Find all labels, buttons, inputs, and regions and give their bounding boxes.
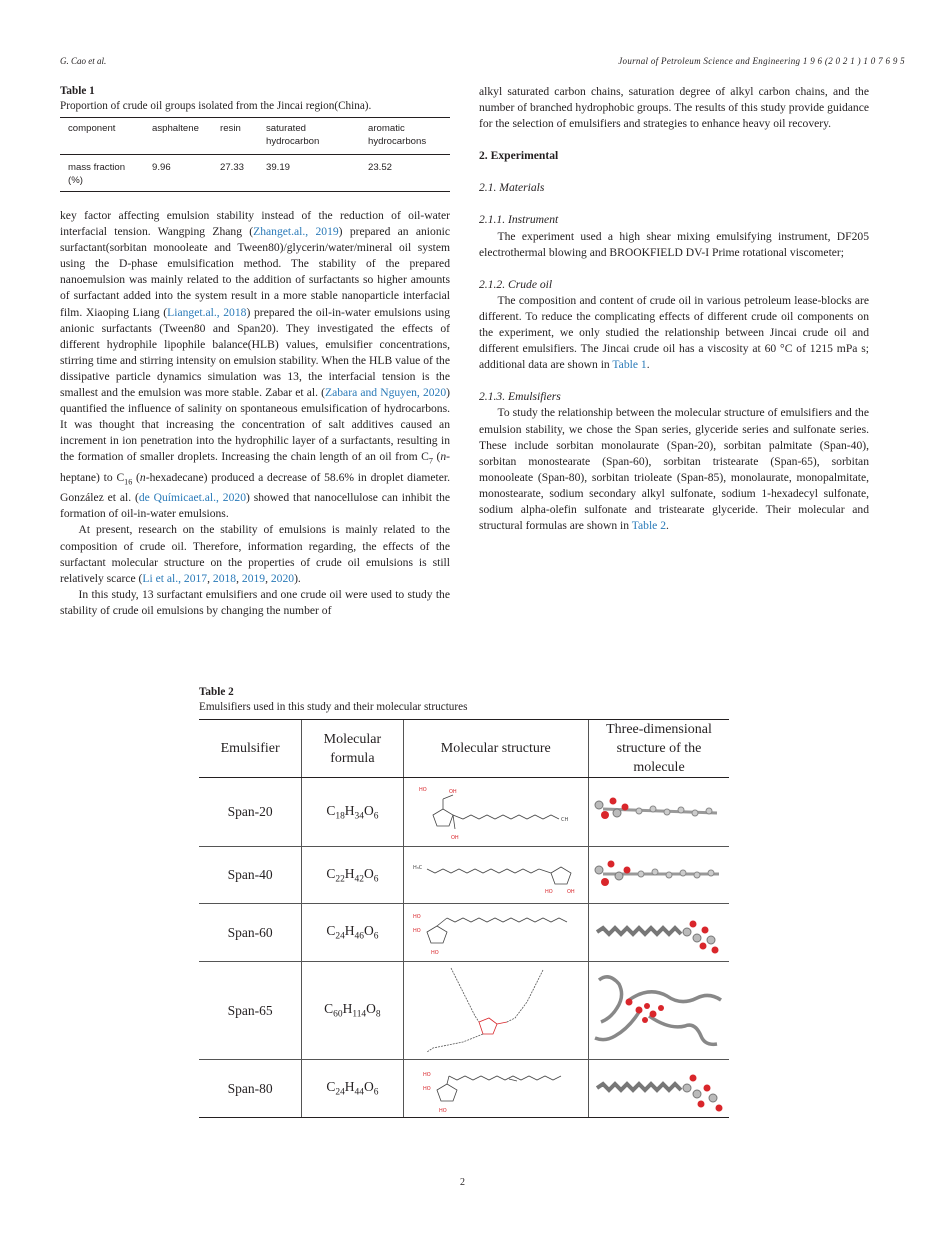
emulsifier-name: Span-65 — [199, 962, 302, 1060]
table-2-row — [199, 904, 729, 962]
paragraph — [60, 208, 450, 522]
text-run: ( — [432, 450, 441, 464]
3d-structure-cell — [589, 1060, 730, 1118]
molecular-formula — [302, 778, 403, 847]
molecular-structure-cell — [403, 847, 588, 904]
text-run: At present, research on the stability of emulsions is mainly related to the composition of crude oil. Therefore, information regarding, the effects of the surfactant molecular structure on the properties of crude oil emulsions is still relatively scarce ( — [60, 523, 450, 585]
text-run: To study the relationship between the molecular structure of emulsifiers and the emulsion stability, we chose the Span series, glyceride series and sulfonate series. These include sorbitan monolaurate (Span-20), sorbitan palmitate (Span-40), sorbitan monostearate (Span-60), sorbitan tristearate (Span-65), sorbitan monooleate (Span-80), sorbitan trioleate (Span-85), monolaurate, monopalmitate, monostearate, sodium secondary alkyl sulfonate, sodium 1-hexadecyl sulfonate, sodium alpha-olefin sulfonate and tristearate glyceride. Their molecular and structural formulas are shown in — [479, 406, 869, 533]
table-2-row — [199, 778, 729, 847]
3d-structure-cell — [589, 904, 730, 962]
span-20-structure-diagram — [411, 781, 581, 843]
formula-atom: H — [342, 1001, 353, 1017]
atom-label: HO — [422, 1085, 431, 1092]
table-1-header: asphaltene — [144, 118, 212, 155]
formula-count: 44 — [354, 1087, 364, 1098]
formula-atom: H — [344, 865, 355, 881]
atom-label: HO — [544, 889, 553, 895]
table-2-row — [199, 962, 729, 1060]
atom-label: OH — [450, 835, 459, 841]
span-40-3d-model — [589, 852, 729, 898]
right-column — [479, 84, 869, 534]
table-2-link[interactable]: Table 2 — [631, 519, 667, 533]
subsection-heading: 2.1. Materials — [479, 181, 545, 195]
paragraph: alkyl saturated carbon chains, saturation degree of alkyl carbon chains, and the number of branched hydrophobic groups. The results of this study provide guidance for the selection of emulsifiers and strategies to enhance heavy oil recovery. — [479, 85, 869, 131]
atom-label: CH — [560, 817, 569, 823]
formula-count: 6 — [373, 1087, 379, 1098]
table-1-header: aromatic hydrocarbons — [360, 118, 450, 155]
table-2-header: Three-dimensional structure of the molecule — [589, 720, 730, 778]
atom-label: OH — [448, 789, 457, 795]
text-run: , — [265, 571, 271, 585]
subscript: 7 — [428, 456, 433, 466]
table-1-data-row — [60, 155, 450, 192]
table-1-label: Table 1 — [60, 85, 95, 97]
molecular-formula — [302, 847, 403, 904]
formula-atom: C — [326, 1079, 336, 1095]
atom-label: HO — [412, 927, 421, 934]
text-run: The composition and content of crude oil in various petroleum lease-blocks are different. To reduce the complicating effects of different crude oil components on the experiment, we only studied the relationship between Jincai crude oil and different emulsifiers. The Jincai crude oil has a viscosity at 60 °C of 1215 mPa s; additional data are shown in — [479, 293, 869, 372]
table-1-header: saturated hydrocarbon — [258, 118, 360, 155]
span-40-structure-diagram — [411, 855, 581, 895]
atom-label: HO — [412, 913, 421, 920]
table-1 — [60, 84, 450, 192]
table-2-label: Table 2 — [199, 686, 234, 698]
span-65-3d-model — [589, 966, 729, 1056]
molecular-structure-cell — [403, 1060, 588, 1118]
atom-label: OH — [566, 889, 575, 895]
formula-atom: O — [363, 802, 374, 818]
text-run: -heptane) to C — [60, 450, 450, 484]
atom-label: H₃C — [412, 865, 423, 871]
formula-atom: H — [344, 923, 355, 939]
table-1-cell: mass fraction (%) — [60, 155, 144, 192]
formula-count: 6 — [373, 874, 379, 885]
span-60-3d-model — [589, 910, 729, 956]
table-1-cell: 23.52 — [360, 155, 450, 192]
table-1-cell: 27.33 — [212, 155, 258, 192]
text-run: . — [646, 358, 650, 372]
formula-count: 8 — [375, 1009, 381, 1020]
text-run: ) showed that nanocellulose can inhibit the formation of oil-in-water emulsions. — [60, 491, 451, 521]
paragraph: In this study, 13 surfactant emulsifiers and one crude oil were used to study the stability of crude oil emulsions by changing the number of — [60, 587, 450, 617]
citation-link[interactable]: Zabara and Nguyen, 2020 — [325, 386, 447, 400]
formula-count: 60 — [333, 1009, 343, 1020]
atom-label: HO — [438, 1107, 447, 1114]
atom-label: HO — [422, 1071, 431, 1078]
formula-atom: H — [344, 1079, 355, 1095]
text-run: ) prepared the oil-in-water emulsions using anionic surfactants (Tween80 and Span20). They investigated the effects of different hydrophile lipophile balance(HLB) values, emulsifier concentrations, stirring time and stirring intensity on emulsion stability. When the HLB value of the dissipative particle dynamics simulation was 13, the interfacial tension is the smallest and the emulsion was more stable. Zabar et al. ( — [60, 305, 451, 400]
atom-label: HO — [430, 949, 439, 956]
citation-link[interactable]: Lianget.al., 2018 — [167, 305, 247, 319]
table-2-heading — [199, 685, 729, 715]
table-2-row — [199, 847, 729, 904]
table-2-caption: Emulsifiers used in this study and their molecular structures — [199, 701, 468, 713]
paragraph — [479, 405, 869, 534]
text-run: ). — [294, 571, 301, 585]
formula-atom: C — [326, 865, 336, 881]
formula-atom: O — [366, 1001, 376, 1017]
table-2-header-row — [199, 720, 729, 778]
table-2-row — [199, 1060, 729, 1118]
formula-count: 24 — [335, 1087, 345, 1098]
emulsifier-name: Span-60 — [199, 904, 302, 962]
table-1-grid — [60, 117, 450, 192]
formula-atom: C — [326, 802, 336, 818]
formula-atom: C — [324, 1001, 334, 1017]
section-heading: 2. Experimental — [479, 149, 559, 163]
table-2-header: Molecular structure — [403, 720, 588, 778]
italic-run: n — [440, 450, 447, 464]
formula-count: 114 — [352, 1009, 367, 1020]
emulsifier-name: Span-40 — [199, 847, 302, 904]
formula-atom: O — [363, 923, 374, 939]
molecular-formula — [302, 962, 403, 1060]
formula-count: 24 — [335, 931, 345, 942]
formula-atom: C — [326, 923, 336, 939]
table-1-cell: 39.19 — [258, 155, 360, 192]
subsubsection-heading: 2.1.2. Crude oil — [479, 277, 553, 291]
span-80-structure-diagram — [421, 1064, 571, 1114]
span-65-structure-diagram — [421, 964, 571, 1058]
page-number: 2 — [460, 1177, 465, 1188]
molecular-structure-cell — [403, 778, 588, 847]
emulsifier-name: Span-80 — [199, 1060, 302, 1118]
span-60-structure-diagram — [411, 908, 581, 958]
citation-link[interactable]: Zhanget.al., 2019 — [253, 225, 339, 239]
3d-structure-cell — [589, 847, 730, 904]
table-1-link[interactable]: Table 1 — [612, 358, 647, 372]
formula-count: 6 — [373, 931, 379, 942]
table-1-header: resin — [212, 118, 258, 155]
formula-atom: O — [363, 865, 374, 881]
table-2-grid — [199, 719, 729, 1118]
span-80-3d-model — [589, 1066, 729, 1112]
formula-atom: H — [344, 802, 355, 818]
3d-structure-cell — [589, 778, 730, 847]
text-run: -hexadecane) produced a decrease of 58.6% in droplet diameter. González et al. ( — [60, 470, 450, 505]
formula-count: 46 — [354, 931, 364, 942]
left-column — [60, 208, 450, 619]
text-run: . — [666, 519, 669, 533]
molecular-formula — [302, 1060, 403, 1118]
citation-link[interactable]: 2018 — [212, 571, 237, 585]
span-20-3d-model — [589, 787, 729, 837]
text-run: , — [207, 571, 213, 585]
italic-run: n — [139, 470, 146, 484]
formula-count: 6 — [373, 811, 379, 822]
formula-atom: O — [363, 1079, 374, 1095]
molecular-structure-cell — [403, 962, 588, 1060]
table-1-header-row — [60, 118, 450, 155]
table-1-header: component — [60, 118, 144, 155]
subsubsection-heading: 2.1.1. Instrument — [479, 213, 559, 227]
table-2-header: Molecular formula — [302, 720, 403, 778]
atom-label: HO — [418, 787, 427, 793]
table-1-cell: 9.96 — [144, 155, 212, 192]
3d-structure-cell — [589, 962, 730, 1060]
emulsifier-name: Span-20 — [199, 778, 302, 847]
running-header-journal: Journal of Petroleum Science and Engineering 1 9 6 (2 0 2 1 ) 1 0 7 6 9 5 — [618, 56, 905, 66]
citation-link[interactable]: 2020 — [270, 571, 295, 585]
subscript: 16 — [124, 477, 133, 487]
text-run: key factor affecting emulsion stability instead of the reduction of oil-water interfacial tension. Wangping Zhang ( — [60, 209, 450, 239]
citation-link[interactable]: de Químicaet.al., 2020 — [138, 491, 246, 505]
table-1-caption: Proportion of crude oil groups isolated from the Jincai region(China). — [60, 100, 372, 112]
formula-count: 34 — [354, 811, 364, 822]
running-header-authors: G. Cao et al. — [60, 56, 107, 66]
formula-count: 22 — [335, 874, 345, 885]
text-run: , — [236, 571, 242, 585]
text-run: ( — [132, 470, 140, 484]
text-run: ) quantified the influence of salinity on spontaneous emulsification of hydrocarbons. It was thought that increasing the concentration of salt additives caused an increment in ion penetration into the hydrophilic layer of a surfactants, resulting in the formation of smaller droplets. Increasing the chain length of an oil from C — [60, 386, 451, 464]
molecular-structure-cell — [403, 904, 588, 962]
formula-count: 42 — [354, 874, 364, 885]
text-run: ) prepared an anionic surfactant(sorbitan monooleate and Tween80)/glycerin/water/mineral oil system using the D-phase emulsification method. The stability of the prepared nanoemulsion was mainly related to the addition of surfactants so higher amounts of surfactant added into the system result in a more stable nanoparticle interfacial film. Xiaoping Liang ( — [60, 225, 450, 319]
citation-link[interactable]: Li et al., 2017 — [142, 571, 208, 585]
paragraph — [479, 293, 869, 373]
citation-link[interactable]: 2019 — [241, 571, 266, 585]
table-2-header: Emulsifier — [199, 720, 302, 778]
molecular-formula — [302, 904, 403, 962]
paragraph — [60, 522, 450, 586]
subsubsection-heading: 2.1.3. Emulsifiers — [479, 390, 561, 404]
paragraph: The experiment used a high shear mixing emulsifying instrument, DF205 electrothermal blowing and BROOKFIELD DV-I Prime rotational viscometer; — [479, 229, 869, 259]
formula-count: 18 — [335, 811, 345, 822]
